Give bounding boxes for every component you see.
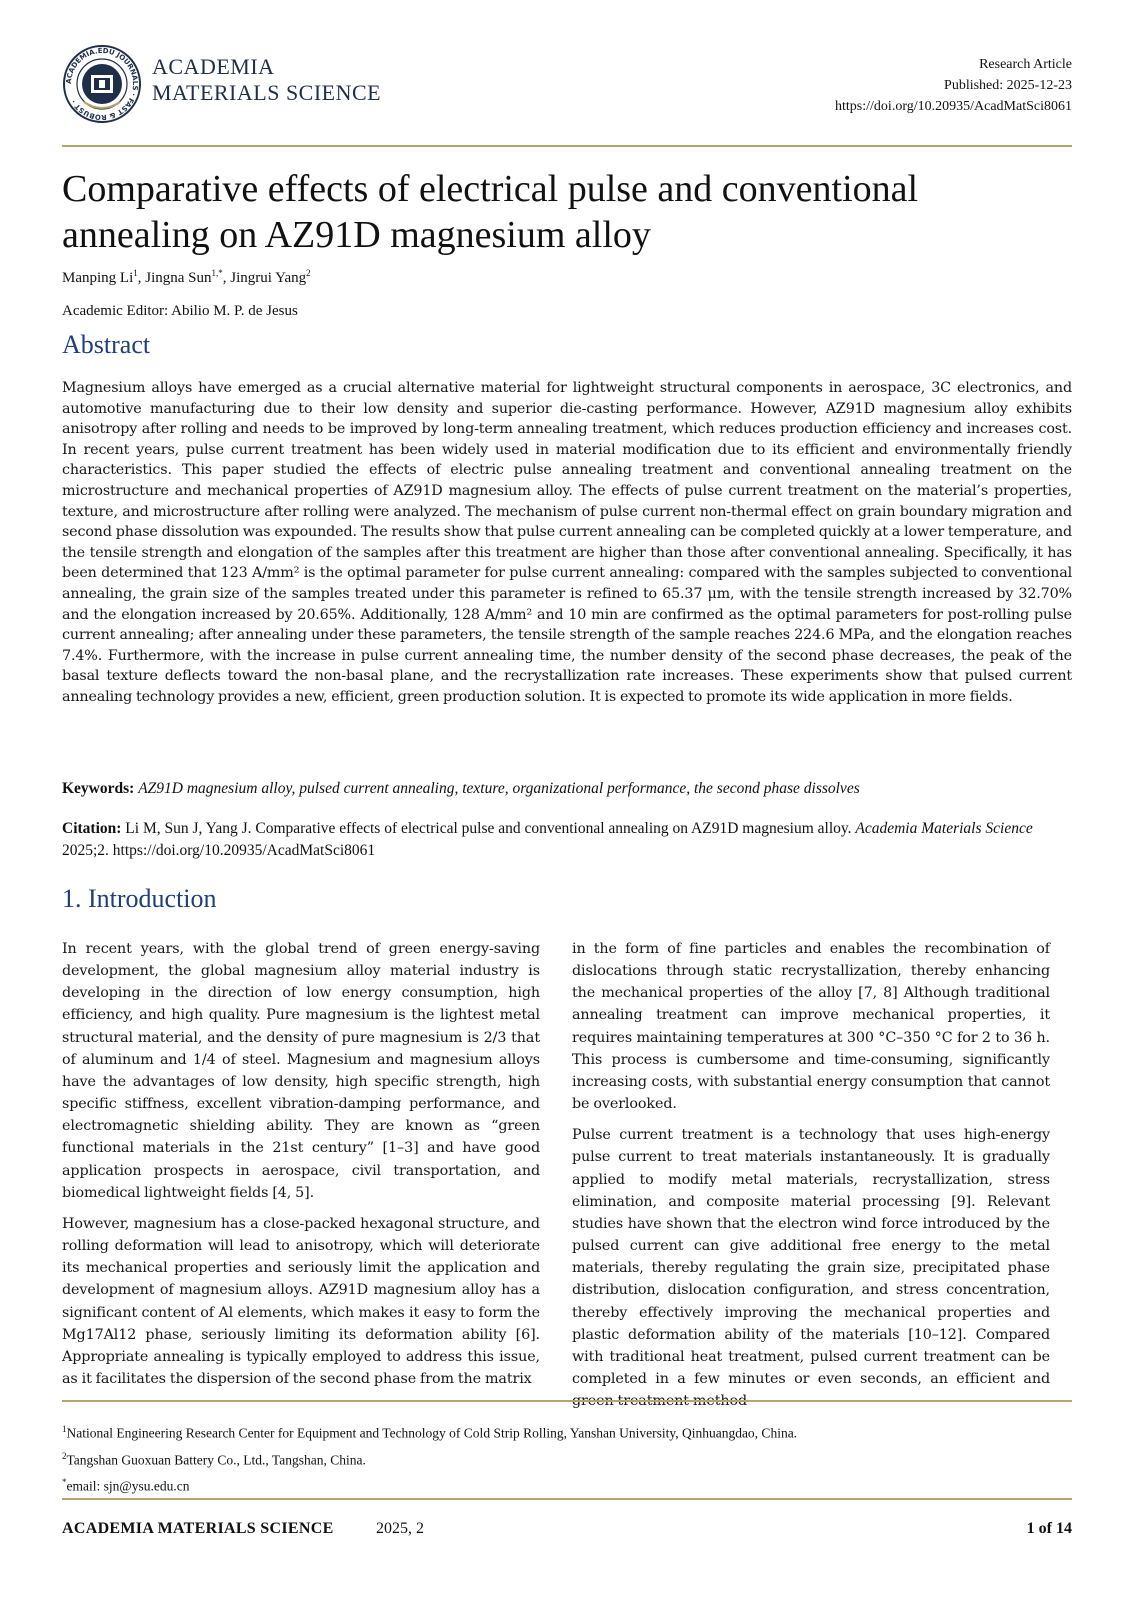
footnote-mark: 1 xyxy=(62,1424,67,1434)
footnote-mark: 2 xyxy=(62,1450,67,1461)
citation-journal: Academia Materials Science xyxy=(855,820,1033,837)
abstract-heading: Abstract xyxy=(62,330,151,359)
footnote-text[interactable]: email: sjn@ysu.edu.cn xyxy=(66,1478,190,1494)
doi-link[interactable]: https://doi.org/10.20935/AcadMatSci8061 xyxy=(835,99,1072,114)
author-affiliation-mark: 1,* xyxy=(211,268,223,278)
journal-logo-icon xyxy=(62,44,142,124)
logo-ring-text: ACADEMIA.EDU JOURNALS · FAST & ROBUST · xyxy=(64,46,140,122)
published-date: Published: 2025-12-23 xyxy=(944,78,1072,93)
abstract-text: Magnesium alloys have emerged as a crucial alternative material for lightweight structural components in aerospace, 3C electronics, and automotive manufacturing due to their low density and superior die-casting performance. However, AZ91D magnesium alloy exhibits anisotropy after rolling and needs to be improved by long-term annealing treatment, which reduces production efficiency and increases cost. In recent years, pulse current treatment has been widely used in material modification due to its efficient and environmentally friendly characteristics. This paper studied the effects of electric pulse annealing treatment and conventional annealing treatment on the microstructure and mechanical properties of AZ91D magnesium alloy. The effects of pulse current treatment on the material’s properties, texture, and microstructure after rolling were analyzed. The mechanism of pulse current non-thermal effect on grain boundary migration and second phase dissolution was expounded. The results show that pulse current annealing can be completed quickly at a lower temperature, and the tensile strength and elongation of the samples after this treatment are higher than those after conventional annealing. Specifically, it has been determined that 123 A/mm² is the optimal parameter for pulse current annealing: compared with the samples subjected to conventional annealing, the grain size of the samples treated under this parameter is refined to 65.37 μm, with the tensile strength increased by 32.70% and the elongation increased by 20.65%. Additionally, 128 A/mm² and 10 min are confirmed as the optimal parameters for post-rolling pulse current annealing; after annealing under these parameters, the tensile strength of the sample reaches 224.6 MPa, and the elongation reaches 7.4%. Furthermore, with the increase in pulse current annealing time, the number density of the second phase decreases, the peak of the basal texture deflects toward the non-basal plane, and the recrystallization rate increases. These experiments show that pulsed current annealing technology provides a new, efficient, green production solution. It is expected to promote its wide application in more fields. xyxy=(62,380,1072,705)
header xyxy=(62,44,1072,122)
author-name: Jingna Sun xyxy=(145,270,212,286)
footer-divider xyxy=(62,1498,1072,1500)
citation xyxy=(62,818,1072,862)
citation-label: Citation: xyxy=(62,820,122,837)
author-affiliation-mark: 2 xyxy=(306,268,311,278)
footer-volume: 2025, 2 xyxy=(376,1520,424,1537)
header-divider xyxy=(62,145,1072,147)
intro-left-column xyxy=(62,938,540,1399)
keywords-label: Keywords: xyxy=(62,780,135,797)
page-footer xyxy=(62,1520,1072,1544)
journal-name-line2: MATERIALS SCIENCE xyxy=(152,80,382,105)
author-list: Manping Li$^1$, Jingna Sun$^{1,*}$, Jingrui Yang$^2$ xyxy=(62,268,311,286)
citation-tail[interactable]: 2025;2. https://doi.org/10.20935/AcadMatSci8061 xyxy=(62,842,376,859)
author-name: Jingrui Yang xyxy=(230,270,307,286)
article-title: Comparative effects of electrical pulse and conventional annealing on AZ91D magnesium alloy xyxy=(62,168,919,256)
footnote-text: Tangshan Guoxuan Battery Co., Ltd., Tangshan, China. xyxy=(66,1452,366,1467)
author-affiliation-mark: 1 xyxy=(133,268,138,278)
journal-name xyxy=(152,54,381,106)
footnotes xyxy=(62,1418,1072,1498)
footnote-2 xyxy=(62,1445,1072,1472)
footnote-text: National Engineering Research Center for Equipment and Technology of Cold Strip Rolling, Yanshan University, Qinhuangdao, China. xyxy=(66,1425,798,1441)
intro-paragraph: In recent years, with the global trend of green energy-saving development, the global magnesium alloy material industry is developing in the direction of low energy consumption, high efficiency, and high quality. Pure magnesium is the lightest metal structural material, and the density of pure magnesium is 2/3 that of aluminum and 1/4 of steel. Magnesium and magnesium alloys have the advantages of low density, high specific strength, high specific stiffness, excellent vibration-damping performance, and electromagnetic shielding ability. They are known as “green functional materials in the 21st century” [1–3] and have good application prospects in aerospace, civil transportation, and biomedical lightweight fields [4, 5]. xyxy=(62,941,540,1201)
footnote-1 xyxy=(62,1418,1072,1445)
footnote-mark: * xyxy=(62,1477,67,1487)
abstract-body xyxy=(62,378,1072,708)
article-type: Research Article xyxy=(979,57,1072,72)
introduction-heading: 1. Introduction xyxy=(62,884,217,913)
intro-paragraph: However, magnesium has a close-packed hexagonal structure, and rolling deformation will lead to anisotropy, which will deteriorate its mechanical properties and seriously limit the application and development of magnesium alloys. AZ91D magnesium alloy has a significant content of Al elements, which makes it easy to form the Mg17Al12 phase, seriously limiting its deformation ability [6]. Appropriate annealing is typically employed to address this issue, as it facilitates the dispersion of the second phase from the matrix xyxy=(62,1215,540,1387)
journal-name-line1: ACADEMIA xyxy=(152,54,275,79)
academic-editor: Academic Editor: Abilio M. P. de Jesus xyxy=(62,303,298,319)
intro-paragraph: in the form of fine particles and enables the recombination of dislocations through static recrystallization, thereby enhancing the mechanical properties of the alloy [7, 8] Although traditional annealing treatment can improve mechanical properties, it requires maintaining temperatures at 300 °C–350 °C for 2 to 36 h. This process is cumbersome and time-consuming, significantly increasing costs, with substantial energy consumption that cannot be overlooked. xyxy=(572,941,1050,1113)
citation-text: Li M, Sun J, Yang J. Comparative effects of electrical pulse and conventional annealing on AZ91D magnesium alloy. xyxy=(125,820,852,837)
footnote-divider xyxy=(62,1400,1072,1402)
footnote-email xyxy=(62,1471,1072,1498)
page-number: 1 of 14 xyxy=(1026,1520,1072,1537)
intro-right-column xyxy=(572,938,1050,1421)
footer-journal: ACADEMIA MATERIALS SCIENCE xyxy=(62,1520,334,1537)
article-meta xyxy=(835,54,1072,117)
author-name: Manping Li xyxy=(62,270,134,286)
intro-paragraph: Pulse current treatment is a technology that uses high-energy pulse current to treat materials instantaneously. It is gradually applied to modify metal materials, recrystallization, stress elimination, and composite material processing [9]. Relevant studies have shown that the electron wind force introduced by the pulsed current can give additional free energy to the metal materials, thereby regulating the grain size, precipitated phase distribution, dislocation configuration, and stress concentration, thereby effectively improving the mechanical properties and plastic deformation ability of the materials [10–12]. Compared with traditional heat treatment, pulsed current treatment can be completed in a few minutes or even seconds, an efficient and xyxy=(572,1127,1050,1387)
keywords xyxy=(62,778,1072,800)
keywords-text: AZ91D magnesium alloy, pulsed current annealing, texture, organizational performance, the second phase dissolves xyxy=(138,780,860,797)
